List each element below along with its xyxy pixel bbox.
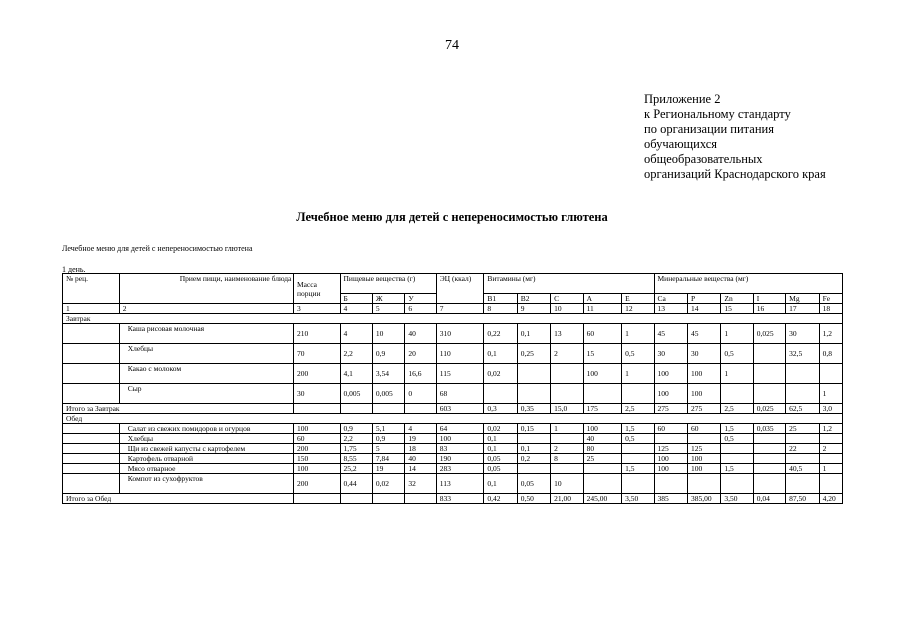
table-cell: 0,1: [484, 474, 517, 494]
table-row: [63, 344, 843, 364]
table-row: [63, 384, 843, 404]
header-minerals: Минеральные вещества (мг): [654, 274, 842, 294]
total-cell: 603: [436, 404, 484, 414]
table-cell: 100: [654, 454, 687, 464]
column-number-cell: 13: [654, 304, 687, 314]
table-cell: 0,9: [372, 344, 404, 364]
column-number-cell: 16: [753, 304, 785, 314]
total-cell: 0,50: [517, 494, 550, 504]
table-row: [63, 474, 843, 494]
subheader-cell: Ж: [372, 294, 404, 304]
table-cell: 15: [583, 344, 621, 364]
table-cell: 19: [372, 464, 404, 474]
subheader-cell: C: [551, 294, 583, 304]
menu-table-body: [63, 314, 843, 504]
total-cell: 385: [654, 494, 687, 504]
table-cell: 0,035: [753, 424, 785, 434]
table-cell: 3,54: [372, 364, 404, 384]
table-cell: [753, 434, 785, 444]
table-cell: [819, 364, 842, 384]
table-cell: 10: [551, 474, 583, 494]
table-cell: [583, 474, 621, 494]
table-cell: 30: [654, 344, 687, 364]
subheader-cell: A: [583, 294, 621, 304]
table-cell: 20: [405, 344, 436, 364]
table-cell: [517, 364, 550, 384]
table-cell: [517, 384, 550, 404]
subheader-cell: P: [687, 294, 720, 304]
total-label: Итого за Обед: [63, 494, 294, 504]
section-label: Обед: [63, 414, 843, 424]
table-cell: [786, 364, 819, 384]
document-title: Лечебное меню для детей с непереносимостью глютена: [296, 210, 608, 224]
table-cell: 0,44: [340, 474, 372, 494]
subheader-cell: У: [405, 294, 436, 304]
column-number-cell: 1: [63, 304, 120, 314]
table-cell: [654, 474, 687, 494]
table-cell: 8,55: [340, 454, 372, 464]
table-cell: 1,5: [721, 424, 753, 434]
table-cell: [753, 364, 785, 384]
header-nutrients: Пищевые вещества (г): [340, 274, 436, 294]
table-cell: 100: [583, 424, 621, 434]
table-cell: 0,5: [721, 434, 753, 444]
table-cell: 0,02: [484, 424, 517, 434]
table-cell: 100: [654, 464, 687, 474]
table-cell: [63, 464, 120, 474]
table-cell: 60: [687, 424, 720, 434]
table-cell: 0,5: [721, 344, 753, 364]
total-cell: 385,00: [687, 494, 720, 504]
table-cell: 1: [721, 324, 753, 344]
table-cell: 5: [372, 444, 404, 454]
table-caption: Лечебное меню для детей с непереносимостью глютена: [62, 244, 253, 253]
table-cell: 40: [583, 434, 621, 444]
table-cell: 310: [436, 324, 484, 344]
subheader-cell: Ca: [654, 294, 687, 304]
table-cell: [721, 454, 753, 464]
column-number-cell: 17: [786, 304, 819, 314]
appendix-note: [644, 92, 826, 182]
column-number-cell: 2: [119, 304, 293, 314]
table-cell: [293, 494, 340, 504]
table-cell: 0,02: [372, 474, 404, 494]
table-cell: 210: [293, 324, 340, 344]
table-cell: [340, 494, 372, 504]
table-cell: [63, 424, 120, 434]
appendix-line: к Региональному стандарту: [644, 107, 791, 121]
table-cell: [551, 434, 583, 444]
appendix-line: обучающихся: [644, 137, 718, 151]
column-number-cell: 10: [551, 304, 583, 314]
table-cell: 5,1: [372, 424, 404, 434]
appendix-line: организаций Краснодарского края: [644, 167, 826, 181]
dish-name-cell: Компот из сухофруктов: [119, 474, 293, 494]
table-cell: [819, 454, 842, 464]
table-cell: 1: [819, 384, 842, 404]
table-cell: 0,5: [622, 344, 654, 364]
table-cell: 40: [405, 454, 436, 464]
appendix-line: Приложение 2: [644, 92, 721, 106]
header-mass: Масса порции: [293, 274, 340, 304]
table-cell: 0,02: [484, 364, 517, 384]
table-cell: [753, 444, 785, 454]
subheader-cell: I: [753, 294, 785, 304]
table-cell: 0,1: [484, 444, 517, 454]
table-cell: 2: [819, 444, 842, 454]
table-cell: 60: [654, 424, 687, 434]
table-cell: [63, 454, 120, 464]
table-cell: 0,005: [372, 384, 404, 404]
table-cell: 1,2: [819, 324, 842, 344]
dish-name-cell: Какао с молоком: [119, 364, 293, 384]
table-row: [63, 424, 843, 434]
table-cell: 0,05: [484, 464, 517, 474]
column-number-cell: 7: [436, 304, 484, 314]
table-cell: [63, 444, 120, 454]
table-cell: 200: [293, 364, 340, 384]
subheader-cell: Mg: [786, 294, 819, 304]
table-cell: [819, 434, 842, 444]
table-cell: [721, 474, 753, 494]
table-row: [63, 454, 843, 464]
table-cell: [551, 384, 583, 404]
table-cell: [405, 494, 436, 504]
dish-name-cell: Салат из свежих помидоров и огурцов: [119, 424, 293, 434]
table-cell: 83: [436, 444, 484, 454]
table-cell: 200: [293, 474, 340, 494]
table-cell: 1: [622, 364, 654, 384]
table-cell: 10: [372, 324, 404, 344]
table-cell: [786, 434, 819, 444]
column-number-cell: 9: [517, 304, 550, 314]
table-cell: 0,2: [517, 454, 550, 464]
table-cell: 200: [293, 444, 340, 454]
table-cell: 60: [293, 434, 340, 444]
dish-name-cell: Хлебцы: [119, 344, 293, 364]
total-cell: 4,20: [819, 494, 842, 504]
table-cell: 32: [405, 474, 436, 494]
total-cell: 62,5: [786, 404, 819, 414]
table-row: [63, 444, 843, 454]
table-cell: 0,025: [753, 324, 785, 344]
table-cell: 32,5: [786, 344, 819, 364]
total-cell: 275: [654, 404, 687, 414]
table-cell: 1: [551, 424, 583, 434]
total-cell: 0,025: [753, 404, 785, 414]
table-cell: [372, 494, 404, 504]
table-cell: [63, 434, 120, 444]
table-cell: 60: [583, 324, 621, 344]
table-cell: [786, 454, 819, 464]
table-cell: 0,8: [819, 344, 842, 364]
table-cell: 100: [436, 434, 484, 444]
table-cell: [622, 474, 654, 494]
subheader-cell: E: [622, 294, 654, 304]
table-cell: 13: [551, 324, 583, 344]
total-cell: 3,50: [622, 494, 654, 504]
table-cell: 115: [436, 364, 484, 384]
table-cell: 100: [687, 384, 720, 404]
table-cell: 0,22: [484, 324, 517, 344]
table-cell: [753, 384, 785, 404]
table-cell: [721, 444, 753, 454]
table-cell: [340, 404, 372, 414]
column-number-cell: 3: [293, 304, 340, 314]
table-cell: 68: [436, 384, 484, 404]
subheader-cell: B1: [484, 294, 517, 304]
total-cell: 833: [436, 494, 484, 504]
table-cell: 150: [293, 454, 340, 464]
table-row: [63, 324, 843, 344]
table-row: [63, 364, 843, 384]
table-cell: [622, 384, 654, 404]
table-cell: 18: [405, 444, 436, 454]
column-number-cell: 5: [372, 304, 404, 314]
table-cell: 1,75: [340, 444, 372, 454]
table-cell: 0,5: [622, 434, 654, 444]
table-cell: [721, 384, 753, 404]
table-cell: [786, 474, 819, 494]
column-number-cell: 18: [819, 304, 842, 314]
table-cell: 0,05: [484, 454, 517, 464]
table-cell: 0,005: [340, 384, 372, 404]
table-cell: 100: [687, 364, 720, 384]
header-dish: Прием пищи, наименование блюда: [119, 274, 293, 304]
total-cell: 2,5: [721, 404, 753, 414]
table-cell: [517, 464, 550, 474]
table-cell: 110: [436, 344, 484, 364]
header-rec-no: № рец.: [63, 274, 120, 304]
table-cell: 100: [293, 464, 340, 474]
table-cell: 30: [293, 384, 340, 404]
total-cell: 87,50: [786, 494, 819, 504]
table-cell: [63, 344, 120, 364]
table-cell: [63, 474, 120, 494]
table-cell: [786, 384, 819, 404]
table-cell: 1,5: [622, 424, 654, 434]
table-cell: 1: [819, 464, 842, 474]
subheader-cell: Б: [340, 294, 372, 304]
table-cell: 0: [405, 384, 436, 404]
table-cell: 64: [436, 424, 484, 434]
appendix-line: общеобразовательных: [644, 152, 763, 166]
subheader-cell: Fe: [819, 294, 842, 304]
table-cell: 19: [405, 434, 436, 444]
section-row: [63, 414, 843, 424]
table-cell: 125: [687, 444, 720, 454]
table-row: [63, 434, 843, 444]
table-cell: 45: [687, 324, 720, 344]
table-cell: 4: [405, 424, 436, 434]
total-cell: 0,3: [484, 404, 517, 414]
table-cell: 125: [654, 444, 687, 454]
column-number-cell: 11: [583, 304, 621, 314]
table-cell: 4,1: [340, 364, 372, 384]
table-cell: [63, 364, 120, 384]
table-cell: 283: [436, 464, 484, 474]
total-row: [63, 404, 843, 414]
table-cell: [583, 464, 621, 474]
table-cell: 100: [583, 364, 621, 384]
table-cell: 7,84: [372, 454, 404, 464]
table-cell: 80: [583, 444, 621, 454]
dish-name-cell: Щи из свежей капусты с картофелем: [119, 444, 293, 454]
table-cell: [622, 454, 654, 464]
table-cell: 1: [622, 324, 654, 344]
table-cell: 100: [687, 454, 720, 464]
total-row: [63, 494, 843, 504]
dish-name-cell: Мясо отварное: [119, 464, 293, 474]
total-cell: 2,5: [622, 404, 654, 414]
table-cell: 113: [436, 474, 484, 494]
table-cell: 0,1: [517, 324, 550, 344]
total-label: Итого за Завтрак: [63, 404, 294, 414]
table-cell: 100: [654, 384, 687, 404]
table-cell: [687, 434, 720, 444]
table-cell: [753, 474, 785, 494]
table-cell: 30: [786, 324, 819, 344]
table-cell: 25,2: [340, 464, 372, 474]
total-cell: 15,0: [551, 404, 583, 414]
column-number-cell: 4: [340, 304, 372, 314]
total-cell: 0,04: [753, 494, 785, 504]
table-cell: 0,9: [340, 424, 372, 434]
table-cell: 2,2: [340, 434, 372, 444]
table-cell: [583, 384, 621, 404]
total-cell: 245,00: [583, 494, 621, 504]
table-cell: 2: [551, 444, 583, 454]
table-cell: 2,2: [340, 344, 372, 364]
table-cell: 0,1: [517, 444, 550, 454]
total-cell: 3,0: [819, 404, 842, 414]
table-cell: 190: [436, 454, 484, 464]
table-cell: 25: [786, 424, 819, 434]
table-cell: [63, 384, 120, 404]
column-number-cell: 6: [405, 304, 436, 314]
table-cell: 1,5: [721, 464, 753, 474]
page-number: 74: [445, 38, 459, 53]
menu-table: [62, 273, 843, 504]
subheader-cell: Zn: [721, 294, 753, 304]
table-cell: 100: [687, 464, 720, 474]
header-vitamins: Витамины (мг): [484, 274, 654, 294]
table-cell: [687, 474, 720, 494]
table-cell: 70: [293, 344, 340, 364]
table-cell: [517, 434, 550, 444]
table-cell: 100: [293, 424, 340, 434]
total-cell: 175: [583, 404, 621, 414]
table-cell: [654, 434, 687, 444]
table-cell: [753, 464, 785, 474]
table-cell: [405, 404, 436, 414]
table-cell: 0,15: [517, 424, 550, 434]
table-cell: 25: [583, 454, 621, 464]
total-cell: 275: [687, 404, 720, 414]
table-cell: 2: [551, 344, 583, 364]
header-row: [63, 274, 843, 294]
column-number-cell: 14: [687, 304, 720, 314]
header-energy: ЭЦ (ккал): [436, 274, 484, 304]
table-cell: 45: [654, 324, 687, 344]
section-label: Завтрак: [63, 314, 843, 324]
column-numbers-row: [63, 304, 843, 314]
subheader-cell: B2: [517, 294, 550, 304]
appendix-line: по организации питания: [644, 122, 774, 136]
dish-name-cell: Каша рисовая молочная: [119, 324, 293, 344]
table-cell: 4: [340, 324, 372, 344]
total-cell: 21,00: [551, 494, 583, 504]
dish-name-cell: Хлебцы: [119, 434, 293, 444]
table-cell: 1: [721, 364, 753, 384]
dish-name-cell: Сыр: [119, 384, 293, 404]
table-cell: [372, 404, 404, 414]
table-cell: 0,9: [372, 434, 404, 444]
dish-name-cell: Картофель отварной: [119, 454, 293, 464]
table-cell: [819, 474, 842, 494]
table-row: [63, 464, 843, 474]
total-cell: 0,35: [517, 404, 550, 414]
table-cell: 8: [551, 454, 583, 464]
column-number-cell: 15: [721, 304, 753, 314]
table-cell: [293, 404, 340, 414]
table-cell: [753, 344, 785, 364]
table-cell: 30: [687, 344, 720, 364]
table-cell: 0,25: [517, 344, 550, 364]
table-cell: [753, 454, 785, 464]
table-cell: [622, 444, 654, 454]
table-cell: 1,5: [622, 464, 654, 474]
table-cell: 16,6: [405, 364, 436, 384]
table-cell: [551, 364, 583, 384]
table-cell: 0,1: [484, 344, 517, 364]
column-number-cell: 8: [484, 304, 517, 314]
table-cell: 40,5: [786, 464, 819, 474]
table-cell: 1,2: [819, 424, 842, 434]
table-cell: 0,1: [484, 434, 517, 444]
total-cell: 0,42: [484, 494, 517, 504]
day-label: 1 день.: [62, 265, 86, 274]
table-cell: [484, 384, 517, 404]
total-cell: 3,50: [721, 494, 753, 504]
column-number-cell: 12: [622, 304, 654, 314]
table-cell: [551, 464, 583, 474]
table-cell: 100: [654, 364, 687, 384]
table-cell: 14: [405, 464, 436, 474]
table-cell: [63, 324, 120, 344]
table-cell: 22: [786, 444, 819, 454]
table-cell: 0,05: [517, 474, 550, 494]
table-cell: 40: [405, 324, 436, 344]
section-row: [63, 314, 843, 324]
